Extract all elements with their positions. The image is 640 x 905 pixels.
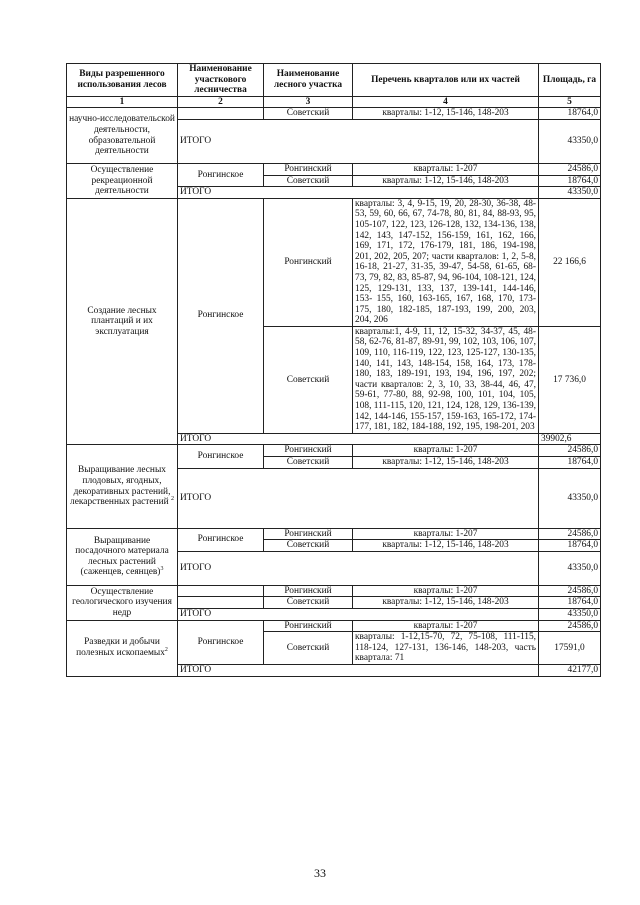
total-value: 43350,0 — [539, 187, 601, 199]
quarters-list: кварталы:1, 4-9, 11, 12, 15-32, 34-37, 45, 48-58, 62-76, 81-87, 89-91, 99, 102, 103, 106, 107, 109, 110, 116-119, 122, 123, 125-127, 130-135, 140, 141, 143, 148-154, 158, 164, 173, 178-180, 183, 189-191, 193, 194, 196, 197, 202; части кварталов: 2, 3, 10, 33, 38-44, 46, 47, 59-61, 77-80, 88, 92-98, 100, 101, 104, 105, 108, 111-115, 120, 121, 124, 128, 129, 136-139, 142, 144-146, 155-157, 159-163, 165-172, 174-177, 181, 182, 184-188, 192, 195, 198-201, 203 — [353, 326, 539, 433]
quarters-list: кварталы: 1-207 — [353, 585, 539, 597]
quarters-list: кварталы: 1-207 — [353, 528, 539, 540]
table-row — [67, 108, 601, 120]
area-value: 18764,0 — [539, 597, 601, 609]
area-value: 18764,0 — [539, 540, 601, 552]
empty-cell — [178, 108, 264, 120]
header-quarters: Перечень кварталов или их частей — [353, 64, 539, 97]
plot-name: Советский — [264, 597, 353, 609]
plot-name: Ронгинский — [264, 585, 353, 597]
header-use-types: Виды разрешенного использования лесов — [67, 64, 178, 97]
forestry-name: Ронгинское — [178, 445, 264, 468]
forestry-name: Ронгинское — [178, 163, 264, 186]
use-type-fruit — [67, 445, 178, 528]
column-number: 1 — [67, 96, 178, 108]
column-number-row — [67, 96, 601, 108]
table-row — [67, 163, 601, 175]
area-value: 17591,0 — [539, 632, 601, 665]
use-type-seedling — [67, 528, 178, 585]
table-row — [67, 528, 601, 540]
total-label: ИТОГО — [178, 664, 539, 676]
quarters-list: кварталы: 1-12, 15-146, 148-203 — [353, 597, 539, 609]
page-number: 33 — [314, 866, 326, 880]
header-plot: Наименование лесного участка — [264, 64, 353, 97]
plot-name: Ронгинский — [264, 163, 353, 175]
table-row — [67, 445, 601, 457]
total-value: 43350,0 — [539, 608, 601, 620]
plot-name: Советский — [264, 632, 353, 665]
use-type-mining — [67, 620, 178, 676]
forestry-name: Ронгинское — [178, 620, 264, 664]
land-use-table — [66, 63, 601, 677]
column-number: 5 — [539, 96, 601, 108]
quarters-list: кварталы: 1-207 — [353, 163, 539, 175]
use-type-recreation: Осуществление рекреационной деятельности — [67, 163, 178, 198]
area-value: 24586,0 — [539, 445, 601, 457]
total-label: ИТОГО — [178, 119, 539, 163]
total-value: 43350,0 — [539, 119, 601, 163]
total-label: ИТОГО — [178, 551, 539, 585]
forestry-name: Ронгинское — [178, 528, 264, 551]
plot-name: Ронгинский — [264, 445, 353, 457]
plot-name: Советский — [264, 540, 353, 552]
footnote-mark: 2 — [164, 646, 168, 653]
total-label: ИТОГО — [178, 608, 539, 620]
header-forestry: Наименование участкового лесничества — [178, 64, 264, 97]
area-value: 24586,0 — [539, 163, 601, 175]
total-value: 43350,0 — [539, 551, 601, 585]
use-type-plantations: Создание лесных плантаций и их эксплуатация — [67, 198, 178, 445]
table-row — [67, 585, 601, 597]
plot-name: Советский — [264, 175, 353, 187]
area-value: 18764,0 — [539, 175, 601, 187]
area-value: 18764,0 — [539, 108, 601, 120]
column-number: 4 — [353, 96, 539, 108]
total-value: 43350,0 — [539, 468, 601, 528]
quarters-list: кварталы: 1-12, 15-146, 148-203 — [353, 175, 539, 187]
footnote-mark: 3 — [160, 566, 164, 573]
total-value: 39902,6 — [539, 433, 601, 445]
header-row — [67, 64, 601, 97]
use-type-label: Выращивание лесных плодовых, ягодных, декоративных растений, лекарственных растений — [70, 465, 171, 508]
footnote-mark: 2 — [170, 495, 174, 502]
empty-cell — [178, 597, 264, 609]
table-row — [67, 620, 601, 632]
use-type-label: Выращивание посадочного материала лесных растений (саженцев, сеянцев) — [75, 535, 169, 578]
column-number: 2 — [178, 96, 264, 108]
quarters-list: кварталы: 3, 4, 9-15, 19, 20, 28-30, 36-38, 48-53, 59, 60, 66, 67, 74-78, 80, 81, 84, 88-93, 95, 105-107, 122, 123, 126-128, 132, 134-136, 138, 142, 143, 147-152, 156-159, 161, 162, 166, 169, 171, 172, 176-179, 181, 186, 194-198, 201, 202, 205, 207; части кварталов: 1, 2, 5-8, 16-18, 21-27, 31-35, 39-47, 54-58, 61-65, 68-73, 79, 82, 83, 85-87, 94, 96-104, 108-121, 124, 125, 129-131, 133, 137, 139-141, 144-146, 153- 155, 160, 163-165, 167, 168, 170, 173-175, 180, 182-185, 187-193, 199, 200, 203, 204, 206 — [353, 198, 539, 326]
header-area: Площадь, га — [539, 64, 601, 97]
area-value: 18764,0 — [539, 457, 601, 469]
area-value: 24586,0 — [539, 528, 601, 540]
quarters-list: кварталы: 1-12, 15-146, 148-203 — [353, 457, 539, 469]
use-type-science: научно-исследовательской деятельности, образовательной деятельности — [67, 108, 178, 164]
column-number: 3 — [264, 96, 353, 108]
quarters-list: кварталы: 1-12, 15-146, 148-203 — [353, 540, 539, 552]
quarters-list: кварталы: 1-12,15-70, 72, 75-108, 111-115, 118-124, 127-131, 136-146, 148-203, часть квартала: 71 — [353, 632, 539, 665]
area-value: 22 166,6 — [539, 198, 601, 326]
empty-cell — [178, 585, 264, 597]
plot-name: Ронгинский — [264, 620, 353, 632]
plot-name: Советский — [264, 108, 353, 120]
quarters-list: кварталы: 1-207 — [353, 445, 539, 457]
use-type-label: Разведки и добычи полезных ископаемых — [76, 637, 165, 659]
plot-name: Ронгинский — [264, 528, 353, 540]
total-label: ИТОГО — [178, 468, 539, 528]
area-value: 24586,0 — [539, 620, 601, 632]
table-row — [67, 198, 601, 326]
area-value: 24586,0 — [539, 585, 601, 597]
use-type-geology: Осуществление геологического изучения недр — [67, 585, 178, 620]
forestry-name: Ронгинское — [178, 198, 264, 433]
plot-name: Советский — [264, 457, 353, 469]
quarters-list: кварталы: 1-12, 15-146, 148-203 — [353, 108, 539, 120]
total-label: ИТОГО — [178, 433, 539, 445]
plot-name: Ронгинский — [264, 198, 353, 326]
plot-name: Советский — [264, 326, 353, 433]
quarters-list: кварталы: 1-207 — [353, 620, 539, 632]
total-value: 42177,0 — [539, 664, 601, 676]
total-label: ИТОГО — [178, 187, 539, 199]
area-value: 17 736,0 — [539, 326, 601, 433]
